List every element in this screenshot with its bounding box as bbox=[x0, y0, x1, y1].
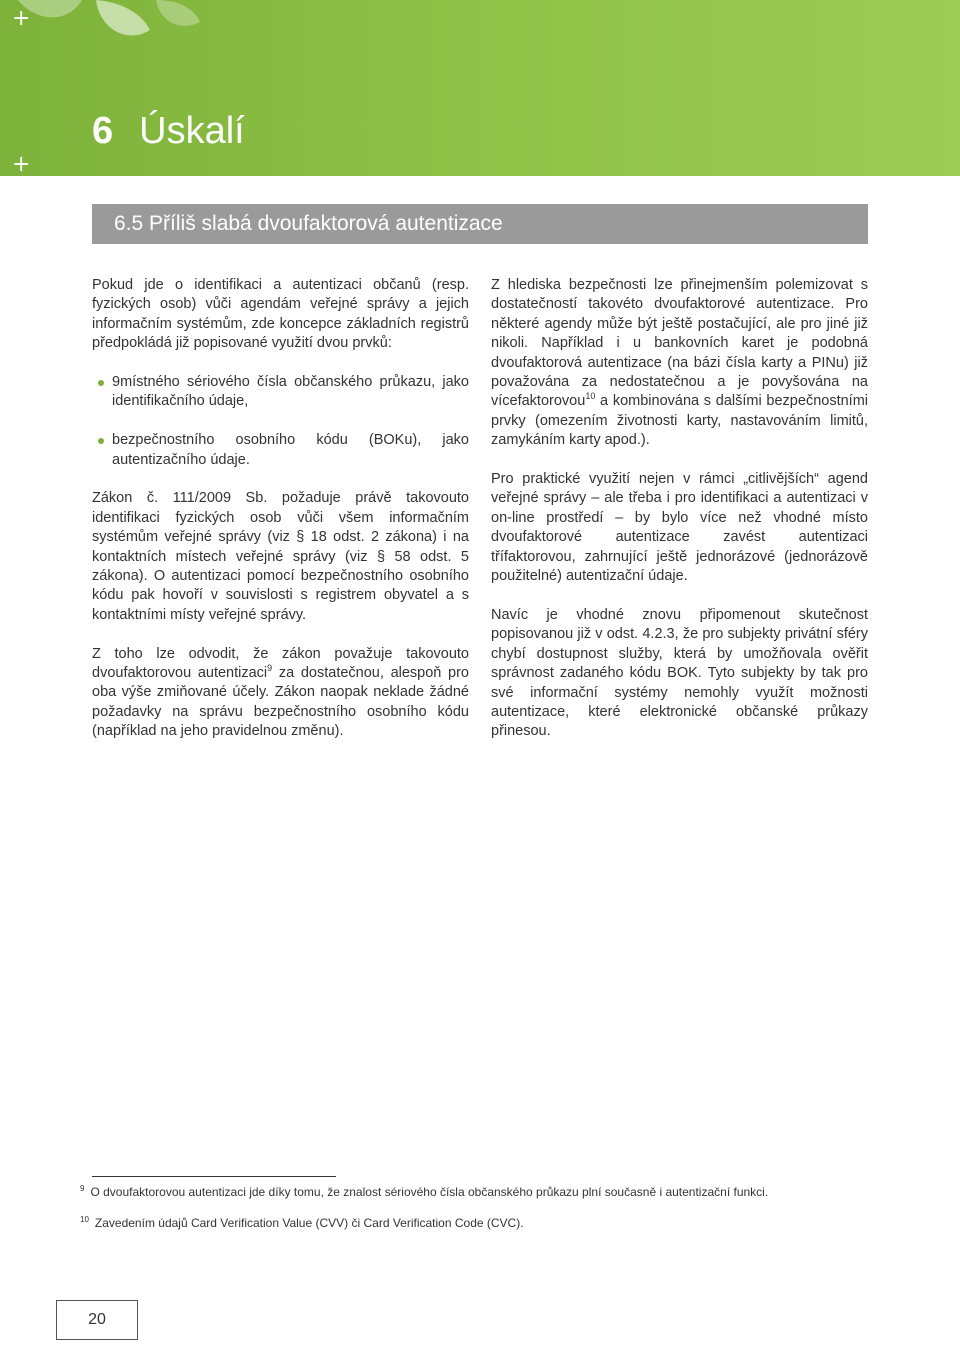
footnote-number: 10 bbox=[80, 1215, 89, 1224]
header-band bbox=[0, 0, 960, 176]
chapter-number: 6 bbox=[92, 110, 114, 152]
reminder-paragraph: Navíc je vhodné znovu připomenout skutečnost popisovanou již v odst. 4.2.3, že pro subjekty privátní sféry chybí dostupnost služby, která by umožňovala ověřit správnost zadaného kódu BOK. Tyto subjekty by tak pro své informační systémy nemohly využít možnosti autentizace, které elektronické občanské průkazy přinesou. bbox=[491, 606, 868, 740]
list-item: 9místného sériového čísla občanského průkazu, jako identifikačního údaje, bbox=[112, 373, 469, 412]
page-number: 20 bbox=[88, 1311, 106, 1328]
section-title: 6.5 Příliš slabá dvoufaktorová autentizace bbox=[114, 212, 503, 235]
footnote-9 bbox=[80, 1184, 900, 1200]
conclusion-text-2: za dostatečnou, alespoň pro oba výše zmiňované účely. Zákon naopak neklade žádné požadavky na správu bezpečnostního osobního kódu (například na jeho pravidelnou změnu). bbox=[92, 665, 469, 740]
list-item: bezpečnostního osobního kódu (BOKu), jako autentizačního údaje. bbox=[112, 431, 469, 470]
footnote-divider bbox=[92, 1176, 336, 1177]
law-paragraph: Zákon č. 111/2009 Sb. požaduje právě takovouto identifikaci fyzických osob vůči všem informačním systémům veřejné správy (viz § 18 odst. 2 zákona) i na kontaktních místech veřejné správy (viz § 58 odst. 5 zákona). O autentizaci pomocí bezpečnostního osobního kódu pak hovoří v souvislosti s registrem obyvatel a s kontaktními místy veřejné správy. bbox=[92, 490, 469, 623]
footnote-ref-10: 10 bbox=[585, 391, 596, 402]
page-number-box bbox=[56, 1300, 138, 1340]
footnote-number: 9 bbox=[80, 1184, 85, 1193]
plus-mark-bottom: + bbox=[12, 152, 31, 176]
footnote-10 bbox=[80, 1215, 900, 1231]
security-paragraph bbox=[491, 276, 868, 451]
footnote-text: O dvoufaktorovou autentizaci jde díky tomu, že znalost sériového čísla občanského průkazu plní současně i autentizační funkci. bbox=[90, 1185, 769, 1199]
footnote-text: Zavedením údajů Card Verification Value (CVV) či Card Verification Code (CVC). bbox=[94, 1216, 524, 1230]
intro-paragraph: Pokud jde o identifikaci a autentizaci občanů (resp. fyzických osob) vůči agendám veřejné správy a jejich informačním systémům, zde koncepce základních registrů předpokládá již popisované využití dvou prvků: bbox=[92, 277, 469, 352]
chapter-title: Úskalí bbox=[139, 110, 245, 152]
plus-mark-top: + bbox=[12, 6, 31, 31]
conclusion-text-1: Z toho lze odvodit, že zákon považuje takovouto dvoufaktorovou autentizaci bbox=[92, 645, 469, 682]
security-text-2: a kombinována s dalšími bezpečnostními prvky (omezením životnosti karty, nastavováním limitů, zamykáním karty apod.). bbox=[491, 393, 868, 449]
footnote-ref-9: 9 bbox=[267, 663, 273, 674]
chapter-heading bbox=[92, 106, 245, 156]
element-list bbox=[92, 373, 469, 470]
conclusion-paragraph bbox=[92, 645, 469, 742]
left-column bbox=[92, 276, 469, 761]
right-column bbox=[491, 276, 868, 761]
practical-use-paragraph: Pro praktické využití nejen v rámci „citlivějších“ agend veřejné správy – ale třeba i pro identifikaci a autentizaci v on-line prostředí – by bylo více než vhodné místo dvoufaktorové autentizace zavést autentizaci třífaktorovou, zahrnující ještě jednorázové (jednorázově použitelné) autentizační údaje. bbox=[491, 471, 868, 585]
security-text-1: Z hlediska bezpečnosti lze přinejmenším polemizovat s dostatečností takovéto dvoufaktorové autentizace. Pro některé agendy může být ještě postačující, ale pro jiné již nikoli. Například i u bankovních karet je podobná dvoufaktorová autentizace (na bázi čísla karty a PINu) již považována za nedostatečnou a je povyšována na vícefaktorovou bbox=[491, 277, 868, 410]
section-bar bbox=[92, 204, 868, 244]
leaf-decoration-icon bbox=[0, 0, 220, 70]
